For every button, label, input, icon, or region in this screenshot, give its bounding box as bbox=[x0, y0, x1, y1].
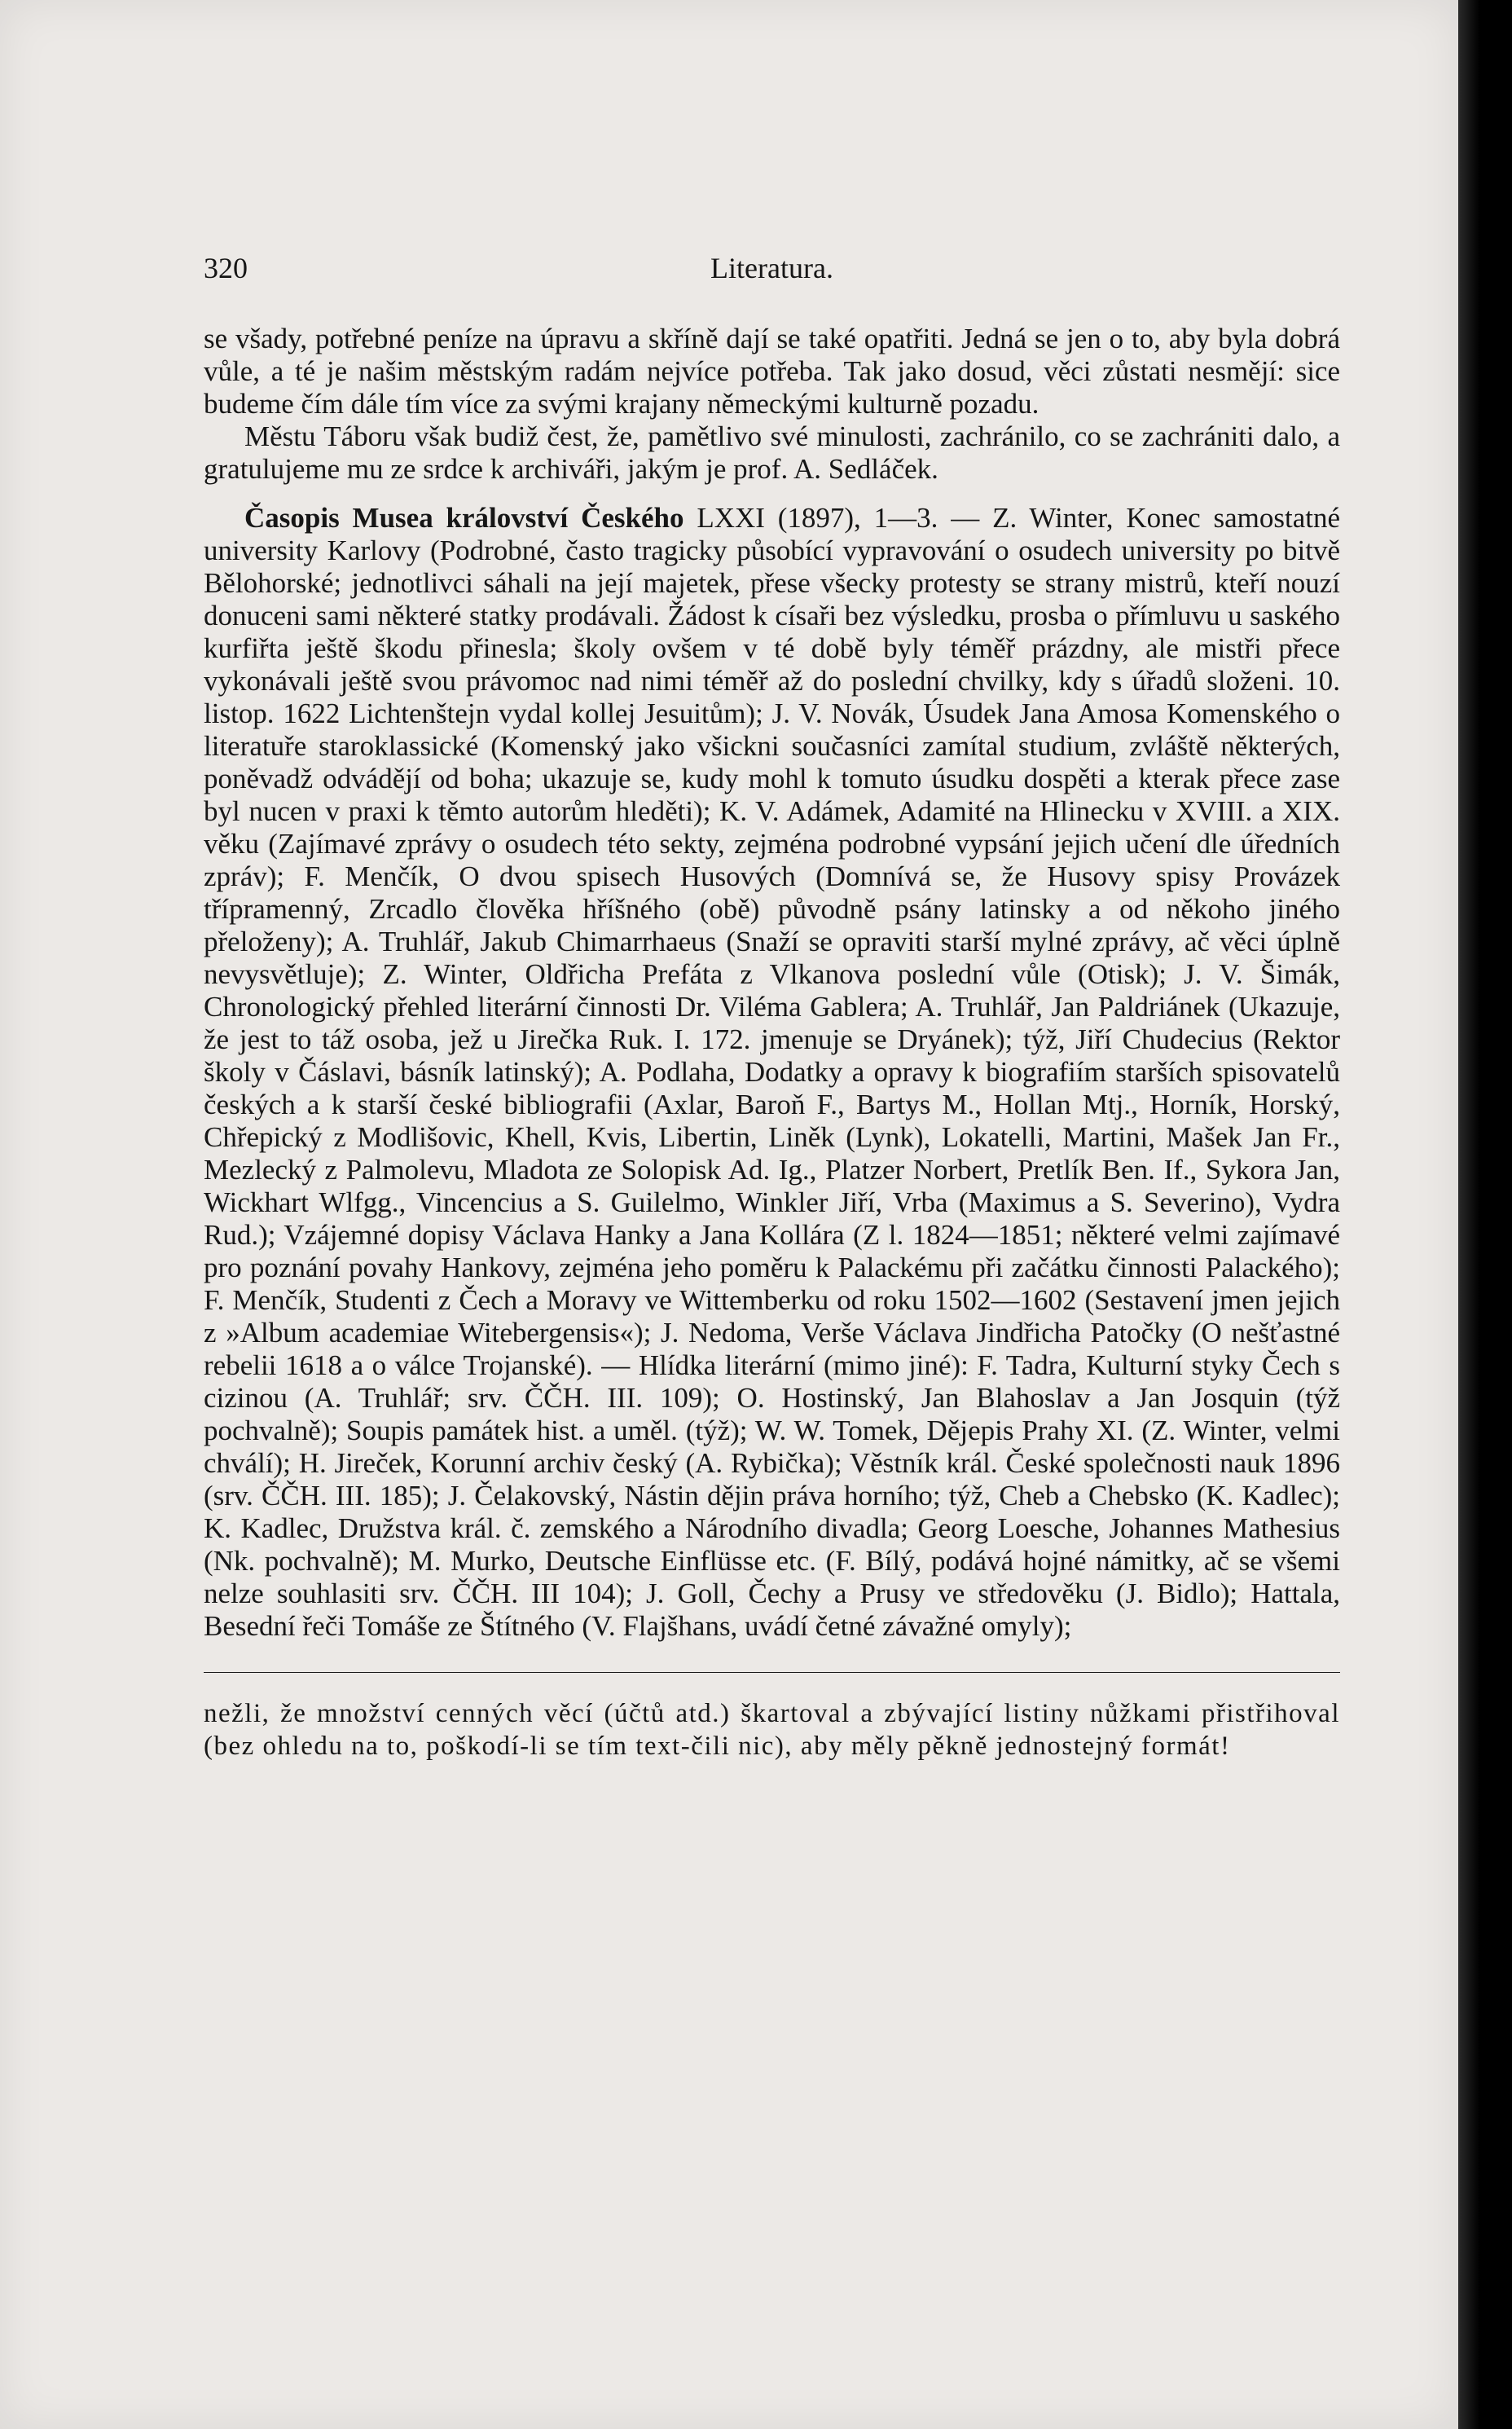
intro-paragraph-2: Městu Táboru však budiž čest, že, pamětlivo své minulosti, zachránilo, co se zachrániti dalo, a gratulujeme mu ze srdce k archiváři, jakým je prof. A. Sedláček. bbox=[204, 420, 1340, 485]
journal-body: — Z. Winter, Konec samostatné university Karlovy (Podrobné, často tragicky působící vypravování o osudech university po bitvě Bělohorské; jednotlivci sáhali na její majetek, přese všecky protesty se strany mistrů, kteří nouzí donuceni sami některé statky prodávali. Žádost k císaři bez výsledku, prosba o přímluvu u saského kurfiřta ještě škodu přinesla; školy ovšem v té době byly téměř prázdny, ale mistři přece vykonávali ještě svou právomoc nad nimi téměř až do poslední chvilky, kdy s úřadů složeni. 10. listop. 1622 Lichtenštejn vydal kollej Jesuitům); J. V. Novák, Úsudek Jana Amosa Komenského o literatuře staroklassické (Komenský jako všickni současníci zamítal studium, zvláště některých, poněvadž odvádějí od boha; ukazuje se, kudy mohl k tomuto úsudku dospěti a kterak přece zase byl nucen v praxi k těmto autorům hleděti); K. V. Adámek, Adamité na Hlinecku v XVIII. a XIX. věku (Zajímavé zprávy o osudech této sekty, zejména podrobné vypsání jejich učení dle úředních zpráv); F. Menčík, O dvou spisech Husových (Domnívá se, že Husovy spisy Provázek třípramenný, Zrcadlo člověka hříšného (obě) původně psány latinsky a od někoho jiného přeloženy); A. Truhlář, Jakub Chimarrhaeus (Snaží se opraviti starší mylné zprávy, ač věci úplně nevysvětluje); Z. Winter, Oldřicha Prefáta z Vlkanova poslední vůle (Otisk); J. V. Šimák, Chronologický přehled literární činnosti Dr. Viléma Gablera; A. Truhlář, Jan Paldriánek (Ukazuje, že jest to táž osoba, jež u Jirečka Ruk. I. 172. jmenuje se Dryánek); týž, Jiří Chudecius (Rektor školy v Čáslavi, básník latinský); A. Podlaha, Dodatky a opravy k biografiím starších spisovatelů českých a k starší české bibliografii (Axlar, Baroň F., Bartys M., Hollan Mtj., Horník, Horský, Chřepický z Modlišovic, Khell, Kvis, Libertin, Liněk (Lynk), Lokatelli, Martini, Mašek Jan Fr., Mezlecký z Palmolevu, Mladota ze Solopisk Ad. Ig., Platzer Norbert, Pretlík Ben. If., Sykora Jan, Wickhart Wlfgg., Vincencius a S. Guilelmo, Winkler Jiří, Vrba (Maximus a S. Severino), Vydra Rud.); Vzájemné dopisy Václava Hanky a Jana Kollára (Z l. 1824—1851; některé velmi zajímavé pro poznání povahy Hankovy, zejména jeho poměru k Palackému při začátku činnosti Palackého); F. Menčík, Studenti z Čech a Moravy ve Wittemberku od roku 1502—1602 (Sestavení jmen jejich z »Album academiae Witebergensis«); J. Nedoma, Verše Václava Jindřicha Patočky (O nešťastné rebelii 1618 a o válce Trojanské). — Hlídka literární (mimo jiné): F. Tadra, Kulturní styky Čech s cizinou (A. Truhlář; srv. ČČH. III. 109); O. Hostinský, Jan Blahoslav a Jan Josquin (týž pochvalně); Soupis památek hist. a uměl. (týž); W. W. Tomek, Dějepis Prahy XI. (Z. Winter, velmi chválí); H. Jireček, Korunní archiv český (A. Rybička); Věstník král. České společnosti nauk 1896 (srv. ČČH. III. 185); J. Čelakovský, Nástin dějin práva horního; týž, Cheb a Chebsko (K. Kadlec); K. Kadlec, Družstva král. č. zemského a Národního divadla; Georg Loesche, Johannes Mathesius (Nk. pochvalně); M. Murko, Deutsche Einflüsse etc. (F. Bílý, podává hojné námitky, ač se všemi nelze souhlasiti srv. ČČH. III 104); J. Goll, Čechy a Prusy ve středověku (J. Bidlo); Hattala, Besední řeči Tomáše ze Štítného (V. Flajšhans, uvádí četné závažné omyly); bbox=[204, 502, 1341, 1642]
page-content bbox=[204, 244, 1340, 1762]
running-title: Literatura. bbox=[710, 252, 833, 284]
footnote-rule bbox=[204, 1672, 1340, 1673]
footnote: nežli, že množství cenných věcí (účtů atd.) škartoval a zbývající listiny nůžkami přistřihoval (bez ohledu na to, poškodí-li se tím text-čili nic), aby měly pěkně jednostejný formát! bbox=[204, 1699, 1340, 1761]
journal-volume: LXXI (1897), 1—3. bbox=[697, 502, 938, 534]
intro-paragraph-1: se všady, potřebné peníze na úpravu a skříně dají se také opatřiti. Jedná se jen o to, aby byla dobrá vůle, a té je našim městským radám nejvíce potřeba. Tak jako dosud, věci zůstati nesmějí: sice budeme čím dále tím více za svými krajany německými kulturně pozadu. bbox=[204, 323, 1340, 420]
running-head bbox=[204, 244, 1340, 293]
page-number: 320 bbox=[204, 252, 248, 284]
journal-title: Časopis Musea království Českého bbox=[244, 502, 684, 534]
scan-edge bbox=[1458, 0, 1512, 2429]
journal-entry bbox=[204, 502, 1340, 1643]
